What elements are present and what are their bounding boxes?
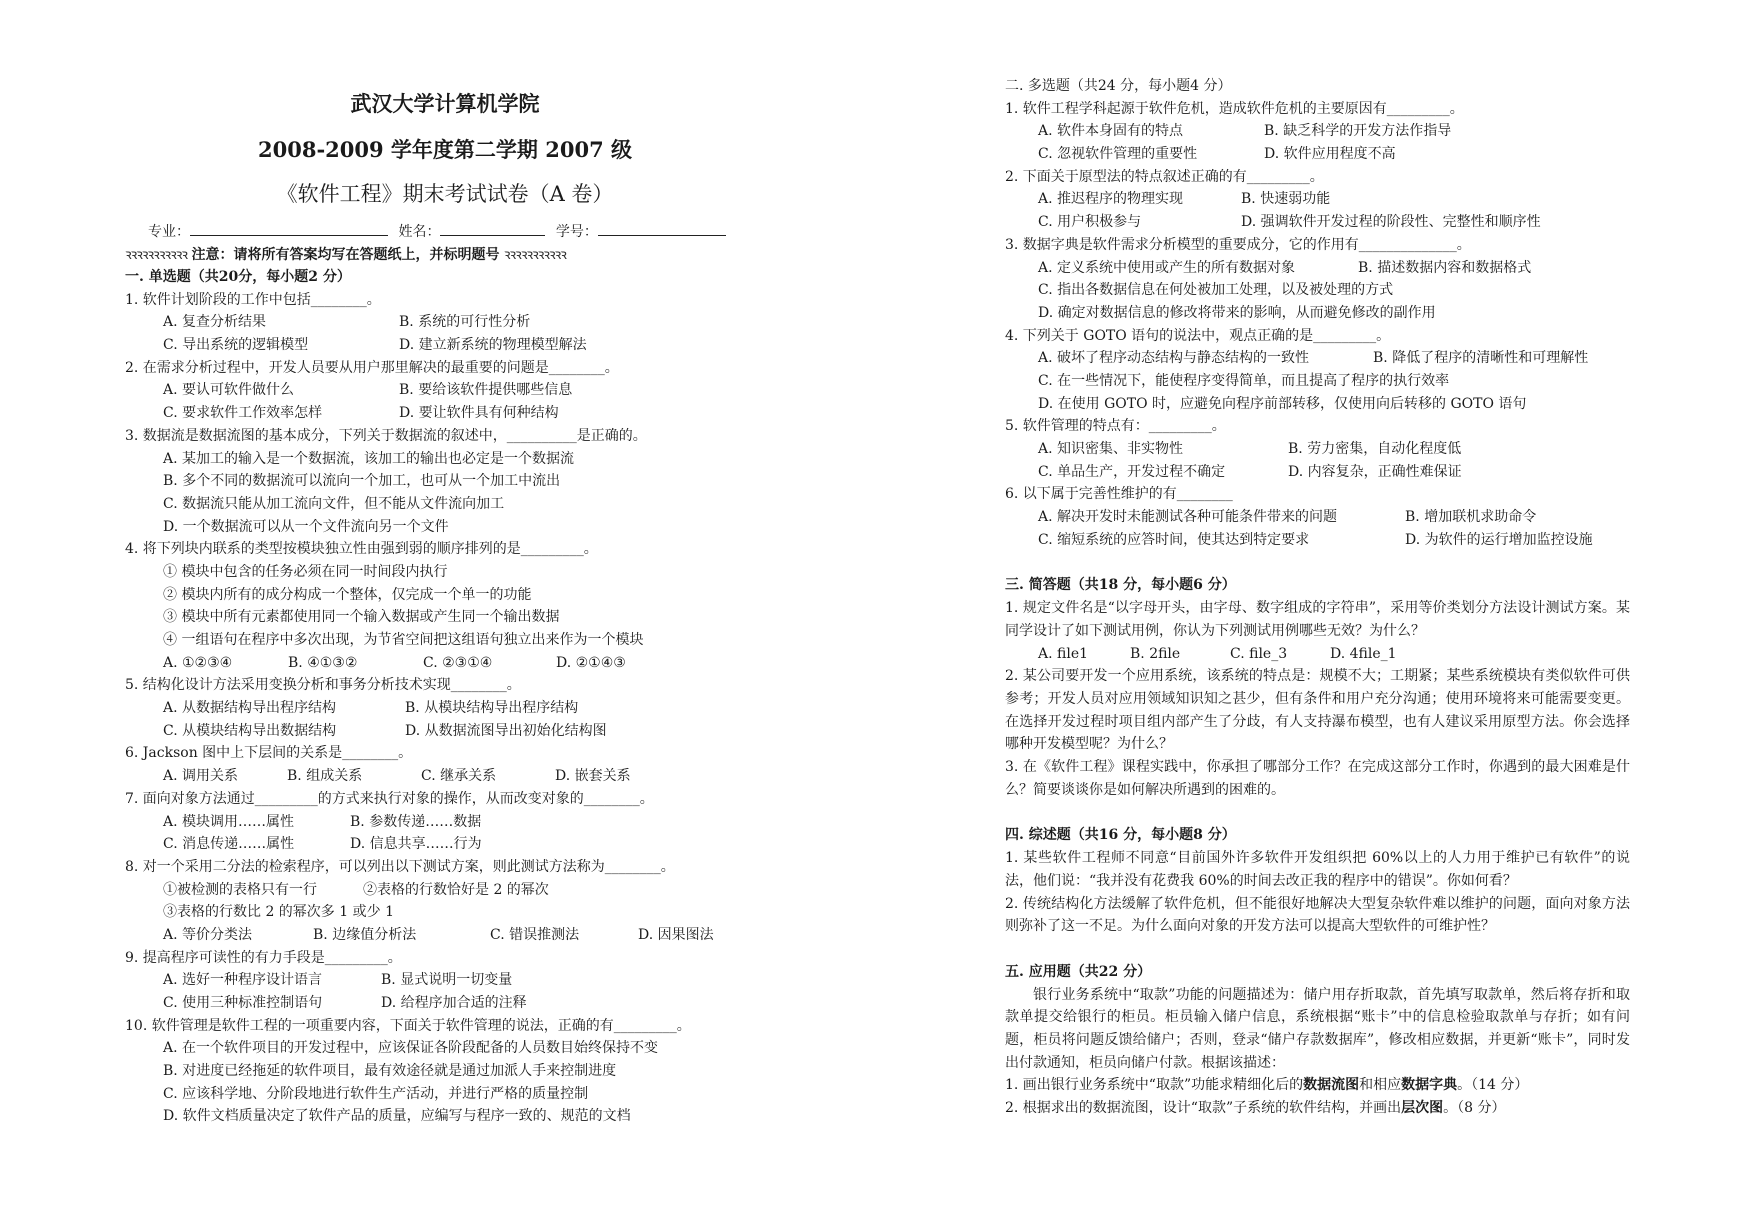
- section3-title: 三. 简答题（共18 分，每小题6 分）: [1005, 577, 1236, 594]
- s2-q4-option-d: D. 在使用 GOTO 时，应避免向程序前部转移，仅使用向后转移的 GOTO 语句: [1038, 395, 1527, 412]
- section1-title: 一. 单选题（共20分，每小题2 分）: [125, 269, 351, 285]
- s1-q7-options-row2: [125, 833, 765, 856]
- option-a: A. 调用关系: [163, 768, 239, 785]
- s4-q2-text: 2. 传统结构化方法缓解了软件危机，但不能很好地解决大型复杂软件难以维护的问题，面向对象方法则弥补了这一不足。为什么面向对象的开发方法可以提高大型软件的可维护性？: [1005, 895, 1630, 935]
- s2-q6-options-row2: [1005, 529, 1630, 552]
- option-d: D. 要让软件具有何种结构: [399, 405, 559, 422]
- s2-q3-option-d: D. 确定对数据信息的修改将带来的影响，从而避免修改的副作用: [1038, 304, 1436, 321]
- s2-q1-options-row1: [1005, 120, 1630, 143]
- s2-q5-stem: 5. 软件管理的特点有：_________。: [1005, 418, 1226, 435]
- s2-q3-option-c: C. 指出各数据信息在何处被加工处理，以及被处理的方式: [1038, 282, 1394, 299]
- option-c: C. 从模块结构导出数据结构: [163, 722, 337, 739]
- s1-q9-options-row1: [125, 969, 765, 992]
- s1-q10-option-d: D. 软件文档质量决定了软件产品的质量，应编写与程序一致的、规范的文档: [163, 1108, 631, 1125]
- right-column: [1005, 75, 1630, 1120]
- item-1: ①被检测的表格只有一行: [163, 881, 317, 898]
- option-c: C. 要求软件工作效率怎样: [163, 405, 323, 422]
- option-a: A. 知识密集、非实物性: [1038, 441, 1184, 457]
- s1-q10-option-b: B. 对进度已经拖延的软件项目，最有效途径就是通过加派人手来控制进度: [163, 1063, 617, 1080]
- s1-q4-options: [125, 652, 765, 675]
- s2-q4-option-c: C. 在一些情况下，能使程序变得简单，而且提高了程序的执行效率: [1038, 372, 1450, 389]
- s1-q4-stem: 4. 将下列块内联系的类型按模块独立性由强到弱的顺序排列的是_________。: [125, 541, 598, 558]
- option-d: D. 强调软件开发过程的阶段性、完整性和顺序性: [1241, 214, 1541, 231]
- option-a: A. 推迟程序的物理实现: [1038, 191, 1184, 208]
- decoration-right: ꝛꝛꝛꝛꝛꝛꝛꝛꝛꝛꝛ: [503, 247, 566, 263]
- option-b: B. ④①③②: [288, 654, 358, 671]
- option-b: B. 降低了程序的清晰性和可理解性: [1373, 350, 1589, 367]
- s1-q3-option-c: C. 数据流只能从加工流向文件，但不能从文件流向加工: [163, 495, 505, 512]
- option-b: B. 缺乏科学的开发方法作指导: [1264, 123, 1452, 140]
- s1-q5-options-row1: [125, 697, 765, 720]
- option-b: B. 系统的可行性分析: [399, 314, 531, 331]
- s1-q10-option-a: A. 在一个软件项目的开发过程中，应该保证各阶段配备的人员数目始终保持不变: [163, 1040, 659, 1057]
- option-c: C. ②③①④: [423, 654, 493, 671]
- section4-title: 四. 综述题（共16 分，每小题8 分）: [1005, 827, 1236, 844]
- s1-q4-item-4: ④ 一组语句在程序中多次出现，为节省空间把这组语句独立出来作为一个模块: [163, 632, 644, 648]
- option-d: D. 4file_1: [1330, 645, 1397, 662]
- item-2: ②表格的行数恰好是 2 的幂次: [363, 881, 549, 898]
- section5-title: 五. 应用题（共22 分）: [1005, 963, 1152, 980]
- s1-q3-option-d: D. 一个数据流可以从一个文件流向另一个文件: [163, 518, 449, 535]
- s1-q5-options-row2: [125, 720, 765, 743]
- s1-q8-item-3: ③表格的行数比 2 的幂次多 1 或少 1: [163, 904, 394, 921]
- s1-q6-stem: 6. Jackson 图中上下层间的关系是________。: [125, 745, 413, 762]
- major-field[interactable]: [190, 220, 388, 236]
- option-d: D. 从数据流图导出初始化结构图: [405, 722, 607, 739]
- s1-q4-item-2: ② 模块内所有的成分构成一个整体，仅完成一个单一的功能: [163, 586, 532, 603]
- option-b: B. 快速弱功能: [1241, 191, 1331, 208]
- option-b: B. 描述数据内容和数据格式: [1358, 259, 1532, 276]
- option-c: C. 单品生产，开发过程不确定: [1038, 463, 1226, 480]
- option-a: A. ①②③④: [163, 654, 233, 671]
- s1-q10-stem: 10. 软件管理是软件工程的一项重要内容，下面关于软件管理的说法，正确的有_________。: [125, 1017, 691, 1034]
- s5-intro: 银行业务系统中“取款”功能的问题描述为：储户用存折取款，首先填写取款单，然后将存折和取款单提交给银行的柜员。柜员输入储户信息，系统根据“账卡”中的信息检验取款单与存折；如有问题，柜员将问题反馈给储户；否则，登录“储户存款数据库”，修改相应数据，并更新“账卡”，同时发出付款通知，柜员向储户付款。根据该描述：: [1005, 986, 1630, 1071]
- s1-q9-options-row2: [125, 992, 765, 1015]
- option-a: A. 从数据结构导出程序结构: [163, 700, 337, 717]
- option-a: A. 破坏了程序动态结构与静态结构的一致性: [1038, 350, 1310, 367]
- s1-q4-item-3: ③ 模块中所有元素都使用同一个输入数据或产生同一个输出数据: [163, 609, 560, 626]
- option-b: B. 显式说明一切变量: [381, 972, 513, 989]
- s5-q2-post: 。（8 分）: [1443, 1100, 1506, 1117]
- s5-q1-mid: 和相应: [1359, 1077, 1402, 1094]
- option-d: D. 内容复杂，正确性难保证: [1288, 463, 1462, 480]
- section2-title: 二. 多选题（共24 分，每小题4 分）: [1005, 78, 1232, 94]
- option-d: D. 为软件的运行增加监控设施: [1405, 531, 1593, 548]
- option-d: D. 软件应用程度不高: [1264, 146, 1396, 163]
- s1-q10-option-c: C. 应该科学地、分阶段地进行软件生产活动，并进行严格的质量控制: [163, 1085, 589, 1102]
- s2-q5-options-row1: [1005, 438, 1630, 461]
- option-c: C. 忽视软件管理的重要性: [1038, 146, 1198, 163]
- option-d: D. 给程序加合适的注释: [381, 995, 527, 1011]
- s2-q3-stem: 3. 数据字典是软件需求分析模型的重要成分，它的作用有______________。: [1005, 236, 1471, 253]
- s5-q1-bold1: 数据流图: [1303, 1077, 1360, 1094]
- s2-q2-options-row1: [1005, 188, 1630, 211]
- option-b: B. 劳力密集，自动化程度低: [1288, 441, 1462, 457]
- option-a: A. 模块调用……属性: [163, 813, 295, 830]
- s5-q1-post: 。（14 分）: [1457, 1077, 1529, 1094]
- notice-text: 注意：请将所有答案均写在答题纸上，并标明题号: [191, 247, 500, 263]
- option-c: C. 用户积极参与: [1038, 214, 1142, 231]
- option-a: A. 复查分析结果: [163, 314, 267, 331]
- s2-q5-options-row2: [1005, 461, 1630, 484]
- option-b: B. 组成关系: [287, 768, 363, 785]
- s1-q8-stem: 8. 对一个采用二分法的检索程序，可以列出以下测试方案，则此测试方法称为________。: [125, 858, 675, 875]
- option-a: A. 软件本身固有的特点: [1038, 123, 1184, 140]
- option-d: D. 建立新系统的物理模型解法: [399, 337, 587, 354]
- major-label: 专业：: [148, 224, 190, 240]
- option-a: A. 解决开发时未能测试各种可能条件带来的问题: [1038, 509, 1338, 526]
- name-field[interactable]: [440, 220, 545, 236]
- s5-q1: [1005, 1074, 1630, 1097]
- option-c: C. 缩短系统的应答时间，使其达到特定要求: [1038, 531, 1310, 548]
- s5-q1-pre: 1. 画出银行业务系统中“取款”功能求精细化后的: [1005, 1077, 1304, 1094]
- s1-q3-option-b: B. 多个不同的数据流可以流向一个加工，也可从一个加工中流出: [163, 473, 561, 490]
- notice-row: [125, 244, 765, 266]
- s2-q2-stem: 2. 下面关于原型法的特点叙述正确的有_________。: [1005, 168, 1324, 185]
- option-b: B. 参数传递……数据: [350, 813, 482, 830]
- option-a: A. 要认可软件做什么: [163, 382, 295, 399]
- student-info-row: [125, 220, 765, 242]
- s3-q1-text: 1. 规定文件名是“以字母开头，由字母、数字组成的字符串”，采用等价类划分方法设计测试方案。某同学设计了如下测试用例，你认为下列测试用例哪些无效？为什么？: [1005, 600, 1630, 639]
- s2-q6-options-row1: [1005, 506, 1630, 529]
- option-a: A. 选好一种程序设计语言: [163, 972, 323, 989]
- decoration-left: ꝛꝛꝛꝛꝛꝛꝛꝛꝛꝛꝛ: [125, 247, 187, 263]
- name-label: 姓名：: [398, 224, 441, 240]
- school-title: 武汉大学计算机学院: [350, 91, 540, 116]
- term-title: 2008-2009 学年度第二学期 2007 级: [258, 137, 632, 162]
- s1-q9-stem: 9. 提高程序可读性的有力手段是_________。: [125, 949, 402, 966]
- s2-q6-stem: 6. 以下属于完善性维护的有________: [1005, 486, 1233, 503]
- s3-q1-options: [1005, 643, 1630, 666]
- s1-q7-stem: 7. 面向对象方法通过_________的方式来执行对象的操作，从而改变对象的________。: [125, 790, 654, 807]
- s1-q8-items-row1: [125, 879, 765, 902]
- option-c: C. 使用三种标准控制语句: [163, 995, 323, 1011]
- s1-q2-stem: 2. 在需求分析过程中，开发人员要从用户那里解决的最重要的问题是________。: [125, 359, 619, 376]
- option-d: D. 嵌套关系: [555, 768, 631, 785]
- s2-q1-stem: 1. 软件工程学科起源于软件危机，造成软件危机的主要原因有_________。: [1005, 100, 1464, 117]
- s1-q1-options-row2: [125, 334, 765, 357]
- s1-q6-options: [125, 765, 765, 788]
- s2-q4-options-row1: [1005, 347, 1630, 370]
- option-c: C. 消息传递……属性: [163, 836, 295, 853]
- option-c: C. 错误推测法: [490, 926, 580, 943]
- option-b: B. 增加联机求助命令: [1405, 509, 1537, 526]
- s1-q1-stem: 1. 软件计划阶段的工作中包括________。: [125, 291, 381, 308]
- option-b: B. 从模块结构导出程序结构: [405, 700, 579, 717]
- s5-q2: [1005, 1097, 1630, 1120]
- option-b: B. 2file: [1130, 645, 1181, 662]
- option-c: C. file_3: [1230, 645, 1288, 662]
- option-d: D. 因果图法: [638, 926, 714, 943]
- s2-q1-options-row2: [1005, 143, 1630, 166]
- option-a: A. 定义系统中使用或产生的所有数据对象: [1038, 259, 1296, 276]
- option-a: A. file1: [1038, 645, 1089, 662]
- student-id-field[interactable]: [598, 220, 726, 236]
- option-a: A. 等价分类法: [163, 926, 253, 943]
- s5-q2-bold: 层次图: [1401, 1100, 1444, 1117]
- exam-title: 《软件工程》期末考试试卷（A 卷）: [276, 182, 614, 206]
- s1-q7-options-row1: [125, 811, 765, 834]
- s2-q3-options-row1: [1005, 257, 1630, 280]
- option-d: D. ②①④③: [556, 654, 626, 671]
- option-d: D. 信息共享……行为: [350, 836, 482, 853]
- s1-q8-options: [125, 924, 765, 947]
- s1-q1-options-row1: [125, 311, 765, 334]
- s3-q3-text: 3. 在《软件工程》课程实践中，你承担了哪部分工作？在完成这部分工作时，你遇到的最大困难是什么？简要谈谈你是如何解决所遇到的困难的。: [1005, 759, 1630, 798]
- s5-q2-pre: 2. 根据求出的数据流图，设计“取款”子系统的软件结构，并画出: [1005, 1100, 1402, 1117]
- s1-q3-stem: 3. 数据流是数据流图的基本成分，下列关于数据流的叙述中，__________是正确的。: [125, 427, 647, 444]
- option-c: C. 导出系统的逻辑模型: [163, 337, 309, 354]
- option-c: C. 继承关系: [421, 768, 497, 785]
- exam-header: [125, 86, 765, 212]
- option-b: B. 要给该软件提供哪些信息: [399, 382, 573, 399]
- left-column: [125, 0, 765, 1128]
- s5-q1-bold2: 数据字典: [1401, 1077, 1458, 1094]
- s4-q1-text: 1. 某些软件工程师不同意“目前国外许多软件开发组织把 60%以上的人力用于维护已有软件”的说法，他们说：“我并没有花费我 60%的时间去改正我的程序中的错误”。你如何看？: [1005, 850, 1630, 889]
- s2-q2-options-row2: [1005, 211, 1630, 234]
- id-label: 学号：: [555, 224, 598, 240]
- s2-q4-stem: 4. 下列关于 GOTO 语句的说法中，观点正确的是_________。: [1005, 327, 1391, 344]
- s1-q3-option-a: A. 某加工的输入是一个数据流，该加工的输出也必定是一个数据流: [163, 450, 575, 467]
- s1-q5-stem: 5. 结构化设计方法采用变换分析和事务分析技术实现________。: [125, 677, 521, 694]
- option-b: B. 边缘值分析法: [313, 926, 417, 943]
- s1-q4-item-1: ① 模块中包含的任务必须在同一时间段内执行: [163, 563, 448, 580]
- s1-q2-options-row2: [125, 402, 765, 425]
- s1-q2-options-row1: [125, 379, 765, 402]
- s3-q2-text: 2. 某公司要开发一个应用系统，该系统的特点是：规模不大；工期紧；某些系统模块有类似软件可供参考；开发人员对应用领域知识知之甚少，但有条件和用户充分沟通；使用环境将来可能需要变更。在选择开发过程时项目组内部产生了分歧，有人支持瀑布模型，也有人建议采用原型方法。你会选择哪种开发模型呢？为什么？: [1005, 668, 1630, 753]
